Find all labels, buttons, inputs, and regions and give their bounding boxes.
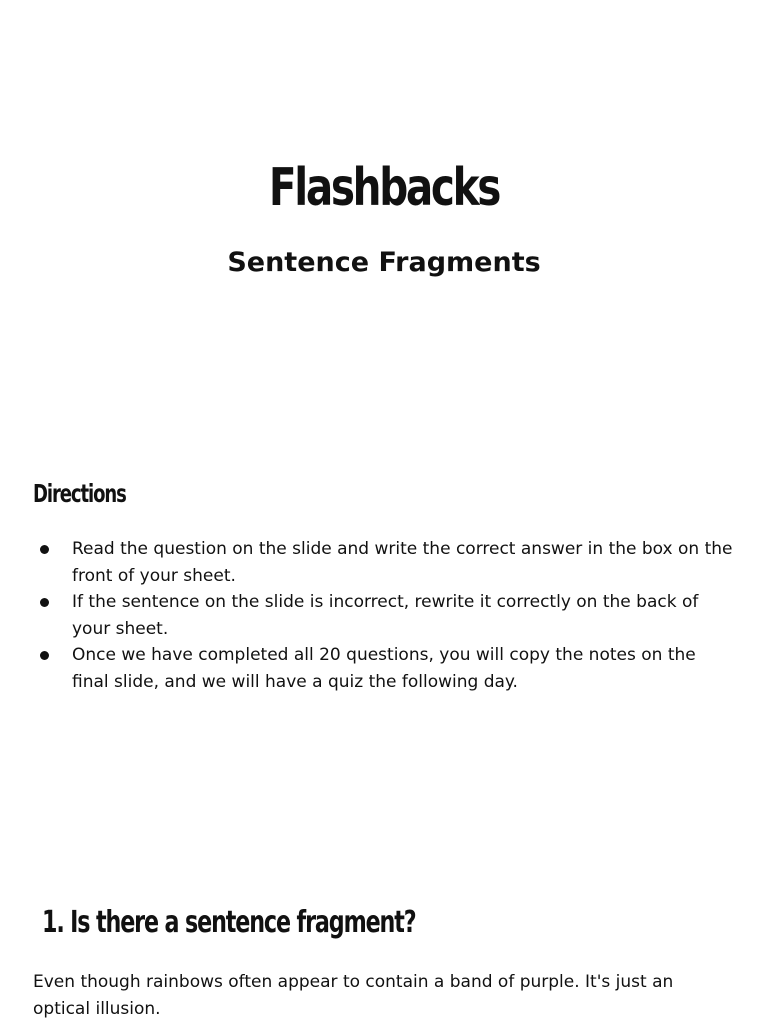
direction-text: Once we have completed all 20 questions, you will copy the notes on the final slide, and we will have a quiz the following day. xyxy=(72,645,696,692)
directions-list xyxy=(33,536,733,695)
question-prompt: Is there a sentence fragment? xyxy=(70,905,416,940)
bullet-icon xyxy=(40,598,49,607)
question-sentence: Even though rainbows often appear to contain a band of purple. It's just an optical illusion. xyxy=(33,972,674,1019)
list-item xyxy=(33,536,733,589)
question-number: 1. xyxy=(42,905,64,940)
slide-title: Flashbacks xyxy=(268,158,500,218)
direction-text: If the sentence on the slide is incorrect, rewrite it correctly on the back of your sheet. xyxy=(72,592,699,639)
direction-text: Read the question on the slide and write the correct answer in the box on the front of your sheet. xyxy=(72,539,733,586)
list-item xyxy=(33,642,733,695)
list-item xyxy=(33,589,733,642)
bullet-icon xyxy=(40,651,49,660)
question-heading xyxy=(42,905,416,940)
bullet-icon xyxy=(40,545,49,554)
slide-subtitle: Sentence Fragments xyxy=(227,247,541,278)
directions-heading: Directions xyxy=(33,479,126,508)
